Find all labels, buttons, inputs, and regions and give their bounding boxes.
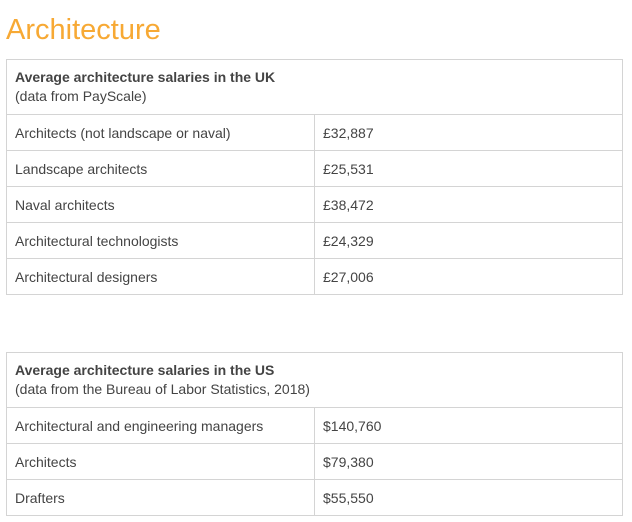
salary-cell: $55,550 — [315, 480, 623, 516]
table-row — [7, 259, 623, 295]
role-cell: Drafters — [7, 480, 315, 516]
role-cell: Architects (not landscape or naval) — [7, 115, 315, 151]
table-row — [7, 444, 623, 480]
salary-cell: £25,531 — [315, 151, 623, 187]
us-salary-table — [6, 352, 623, 516]
table-header-row — [7, 353, 623, 408]
role-cell: Architectural designers — [7, 259, 315, 295]
salary-cell: £38,472 — [315, 187, 623, 223]
role-cell: Naval architects — [7, 187, 315, 223]
table-row — [7, 480, 623, 516]
table-title: Average architecture salaries in the UK — [15, 69, 276, 85]
salary-cell: $79,380 — [315, 444, 623, 480]
table-row — [7, 223, 623, 259]
salary-cell: $140,760 — [315, 408, 623, 444]
table-row — [7, 408, 623, 444]
role-cell: Architectural technologists — [7, 223, 315, 259]
uk-salary-table — [6, 59, 623, 295]
table-source: (data from the Bureau of Labor Statistics, 2018) — [15, 381, 310, 397]
role-cell: Architectural and engineering managers — [7, 408, 315, 444]
role-cell: Architects — [7, 444, 315, 480]
table-row — [7, 151, 623, 187]
salary-cell: £24,329 — [315, 223, 623, 259]
table-source: (data from PayScale) — [15, 88, 147, 104]
table-title: Average architecture salaries in the US — [15, 362, 275, 378]
table-header-row — [7, 60, 623, 115]
table-header-cell — [7, 60, 623, 115]
table-row — [7, 187, 623, 223]
salary-cell: £32,887 — [315, 115, 623, 151]
page-title: Architecture — [6, 14, 161, 46]
salary-cell: £27,006 — [315, 259, 623, 295]
role-cell: Landscape architects — [7, 151, 315, 187]
table-header-cell — [7, 353, 623, 408]
table-row — [7, 115, 623, 151]
